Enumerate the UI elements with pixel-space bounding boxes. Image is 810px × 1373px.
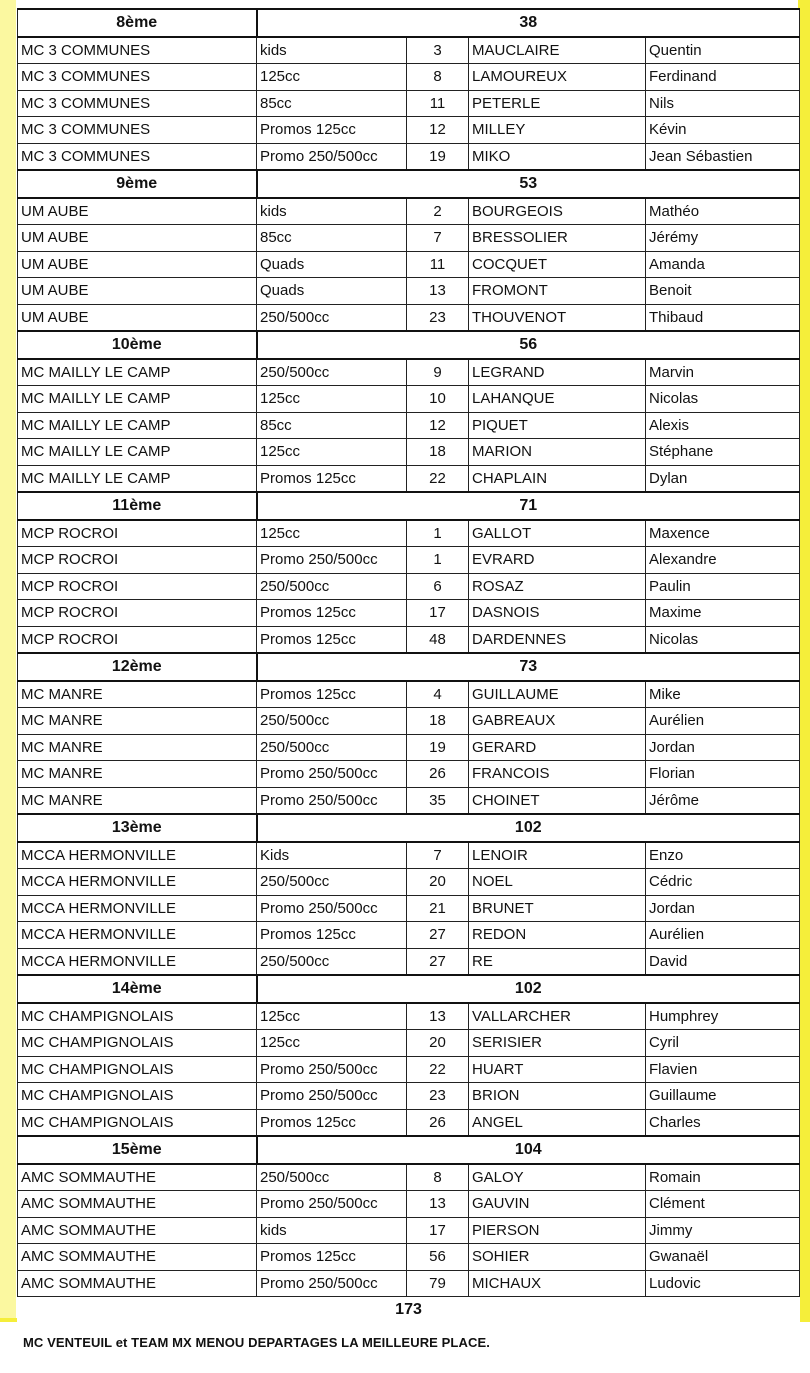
last-name-cell: FRANCOIS — [469, 761, 646, 788]
group-header-row — [18, 814, 800, 842]
table-row — [18, 547, 800, 574]
category-cell: Promos 125cc — [257, 626, 407, 653]
group-total-points: 73 — [257, 653, 800, 681]
last-name-cell: MICHAUX — [469, 1270, 646, 1297]
table-row — [18, 1030, 800, 1057]
last-name-cell: GUILLAUME — [469, 681, 646, 708]
number-cell: 19 — [407, 734, 469, 761]
category-cell: 125cc — [257, 1030, 407, 1057]
category-cell: Promos 125cc — [257, 922, 407, 949]
category-cell: Quads — [257, 278, 407, 305]
last-name-cell: BRESSOLIER — [469, 225, 646, 252]
category-cell: 250/500cc — [257, 948, 407, 975]
table-row — [18, 1217, 800, 1244]
category-cell: 85cc — [257, 225, 407, 252]
first-name-cell: Maxime — [646, 600, 800, 627]
table-row — [18, 278, 800, 305]
last-name-cell: MAUCLAIRE — [469, 37, 646, 64]
table-row — [18, 922, 800, 949]
last-name-cell: CHAPLAIN — [469, 465, 646, 492]
last-name-cell: MARION — [469, 439, 646, 466]
number-cell: 79 — [407, 1270, 469, 1297]
first-name-cell: Charles — [646, 1109, 800, 1136]
last-name-cell: GALOY — [469, 1164, 646, 1191]
club-cell: MC CHAMPIGNOLAIS — [18, 1003, 257, 1030]
number-cell: 22 — [407, 1056, 469, 1083]
category-cell: 125cc — [257, 1003, 407, 1030]
club-cell: MC MANRE — [18, 708, 257, 735]
club-cell: MC 3 COMMUNES — [18, 117, 257, 144]
category-cell: 250/500cc — [257, 734, 407, 761]
number-cell: 22 — [407, 465, 469, 492]
group-total-points: 56 — [257, 331, 800, 359]
number-cell: 1 — [407, 547, 469, 574]
table-row — [18, 465, 800, 492]
category-cell: 85cc — [257, 412, 407, 439]
club-cell: MC 3 COMMUNES — [18, 90, 257, 117]
group-header-row — [18, 9, 800, 37]
category-cell: 250/500cc — [257, 869, 407, 896]
table-row — [18, 787, 800, 814]
number-cell: 11 — [407, 251, 469, 278]
first-name-cell: Jérôme — [646, 787, 800, 814]
club-cell: MC MAILLY LE CAMP — [18, 439, 257, 466]
last-name-cell: VALLARCHER — [469, 1003, 646, 1030]
last-name-cell: CHOINET — [469, 787, 646, 814]
first-name-cell: Jimmy — [646, 1217, 800, 1244]
last-name-cell: GALLOT — [469, 520, 646, 547]
category-cell: Promos 125cc — [257, 465, 407, 492]
number-cell: 35 — [407, 787, 469, 814]
first-name-cell: Romain — [646, 1164, 800, 1191]
number-cell: 21 — [407, 895, 469, 922]
club-cell: MCP ROCROI — [18, 547, 257, 574]
club-cell: MCCA HERMONVILLE — [18, 948, 257, 975]
club-cell: MC MAILLY LE CAMP — [18, 359, 257, 386]
number-cell: 1 — [407, 520, 469, 547]
last-name-cell: BRUNET — [469, 895, 646, 922]
table-row — [18, 600, 800, 627]
category-cell: Promo 250/500cc — [257, 1191, 407, 1218]
category-cell: 125cc — [257, 64, 407, 91]
first-name-cell: Jordan — [646, 734, 800, 761]
table-row — [18, 90, 800, 117]
club-cell: MC MANRE — [18, 787, 257, 814]
number-cell: 17 — [407, 600, 469, 627]
last-name-cell: EVRARD — [469, 547, 646, 574]
first-name-cell: Nicolas — [646, 386, 800, 413]
first-name-cell: Nils — [646, 90, 800, 117]
last-name-cell: GERARD — [469, 734, 646, 761]
first-name-cell: Jean Sébastien — [646, 143, 800, 170]
table-row — [18, 117, 800, 144]
category-cell: 250/500cc — [257, 1164, 407, 1191]
last-name-cell: MIKO — [469, 143, 646, 170]
last-name-cell: COCQUET — [469, 251, 646, 278]
table-row — [18, 761, 800, 788]
club-cell: MCCA HERMONVILLE — [18, 869, 257, 896]
club-cell: MC MAILLY LE CAMP — [18, 386, 257, 413]
last-name-cell: BOURGEOIS — [469, 198, 646, 225]
last-name-cell: PIQUET — [469, 412, 646, 439]
first-name-cell: Ludovic — [646, 1270, 800, 1297]
table-row — [18, 198, 800, 225]
club-cell: MCCA HERMONVILLE — [18, 842, 257, 869]
group-total-points: 38 — [257, 9, 800, 37]
table-row — [18, 1244, 800, 1271]
category-cell: Promo 250/500cc — [257, 143, 407, 170]
first-name-cell: Cyril — [646, 1030, 800, 1057]
first-name-cell: Gwanaël — [646, 1244, 800, 1271]
table-row — [18, 1003, 800, 1030]
number-cell: 48 — [407, 626, 469, 653]
number-cell: 23 — [407, 1083, 469, 1110]
group-rank: 8ème — [18, 9, 257, 37]
footer-note: MC VENTEUIL et TEAM MX MENOU DEPARTAGES LA MEILLEURE PLACE. — [23, 1335, 490, 1350]
category-cell: kids — [257, 37, 407, 64]
last-name-cell: REDON — [469, 922, 646, 949]
table-row — [18, 948, 800, 975]
last-name-cell: LAHANQUE — [469, 386, 646, 413]
number-cell: 18 — [407, 439, 469, 466]
table-row — [18, 520, 800, 547]
category-cell: Promo 250/500cc — [257, 1056, 407, 1083]
club-cell: MCCA HERMONVILLE — [18, 895, 257, 922]
category-cell: 250/500cc — [257, 359, 407, 386]
number-cell: 4 — [407, 681, 469, 708]
group-header-row — [18, 492, 800, 520]
last-name-cell: ANGEL — [469, 1109, 646, 1136]
first-name-cell: Stéphane — [646, 439, 800, 466]
table-row — [18, 1164, 800, 1191]
table-row — [18, 304, 800, 331]
first-name-cell: Kévin — [646, 117, 800, 144]
table-row — [18, 64, 800, 91]
first-name-cell: Guillaume — [646, 1083, 800, 1110]
number-cell: 13 — [407, 278, 469, 305]
number-cell: 26 — [407, 1109, 469, 1136]
club-cell: UM AUBE — [18, 304, 257, 331]
table-row — [18, 626, 800, 653]
category-cell: 125cc — [257, 439, 407, 466]
first-name-cell: Marvin — [646, 359, 800, 386]
group-rank: 14ème — [18, 975, 257, 1003]
club-cell: MCP ROCROI — [18, 600, 257, 627]
first-name-cell: Thibaud — [646, 304, 800, 331]
last-name-cell: PETERLE — [469, 90, 646, 117]
number-cell: 7 — [407, 842, 469, 869]
table-row — [18, 895, 800, 922]
table-row — [18, 1109, 800, 1136]
club-cell: MCP ROCROI — [18, 626, 257, 653]
table-row — [18, 573, 800, 600]
first-name-cell: David — [646, 948, 800, 975]
number-cell: 10 — [407, 386, 469, 413]
category-cell: 250/500cc — [257, 304, 407, 331]
group-total-points: 53 — [257, 170, 800, 198]
category-cell: Kids — [257, 842, 407, 869]
club-cell: AMC SOMMAUTHE — [18, 1244, 257, 1271]
number-cell: 26 — [407, 761, 469, 788]
group-total-points: 104 — [257, 1136, 800, 1164]
first-name-cell: Flavien — [646, 1056, 800, 1083]
group-rank: 12ème — [18, 653, 257, 681]
table-row — [18, 439, 800, 466]
first-name-cell: Jérémy — [646, 225, 800, 252]
category-cell: Promo 250/500cc — [257, 547, 407, 574]
last-name-cell: NOEL — [469, 869, 646, 896]
first-name-cell: Clément — [646, 1191, 800, 1218]
first-name-cell: Humphrey — [646, 1003, 800, 1030]
last-name-cell: SERISIER — [469, 1030, 646, 1057]
category-cell: Promos 125cc — [257, 600, 407, 627]
number-cell: 3 — [407, 37, 469, 64]
results-body — [18, 9, 800, 1323]
club-cell: MC CHAMPIGNOLAIS — [18, 1109, 257, 1136]
last-name-cell: LEGRAND — [469, 359, 646, 386]
number-cell: 27 — [407, 948, 469, 975]
club-cell: MC CHAMPIGNOLAIS — [18, 1083, 257, 1110]
number-cell: 8 — [407, 1164, 469, 1191]
number-cell: 7 — [407, 225, 469, 252]
last-name-cell: FROMONT — [469, 278, 646, 305]
table-row — [18, 734, 800, 761]
last-name-cell: SOHIER — [469, 1244, 646, 1271]
category-cell: 125cc — [257, 386, 407, 413]
number-cell: 18 — [407, 708, 469, 735]
club-cell: AMC SOMMAUTHE — [18, 1191, 257, 1218]
number-cell: 56 — [407, 1244, 469, 1271]
group-rank: 11ème — [18, 492, 257, 520]
table-row — [18, 225, 800, 252]
club-cell: MCP ROCROI — [18, 573, 257, 600]
club-cell: MC MANRE — [18, 761, 257, 788]
club-cell: AMC SOMMAUTHE — [18, 1217, 257, 1244]
last-name-cell: DASNOIS — [469, 600, 646, 627]
first-name-cell: Cédric — [646, 869, 800, 896]
number-cell: 9 — [407, 359, 469, 386]
category-cell: 85cc — [257, 90, 407, 117]
category-cell: kids — [257, 1217, 407, 1244]
club-cell: MC MANRE — [18, 681, 257, 708]
table-row — [18, 251, 800, 278]
number-cell: 19 — [407, 143, 469, 170]
club-cell: UM AUBE — [18, 278, 257, 305]
last-name-cell: RE — [469, 948, 646, 975]
number-cell: 8 — [407, 64, 469, 91]
first-name-cell: Benoit — [646, 278, 800, 305]
last-name-cell: MILLEY — [469, 117, 646, 144]
table-row — [18, 412, 800, 439]
club-cell: AMC SOMMAUTHE — [18, 1270, 257, 1297]
club-cell: MC 3 COMMUNES — [18, 143, 257, 170]
club-cell: MC MAILLY LE CAMP — [18, 465, 257, 492]
number-cell: 20 — [407, 869, 469, 896]
table-row — [18, 37, 800, 64]
first-name-cell: Mathéo — [646, 198, 800, 225]
club-cell: MCP ROCROI — [18, 520, 257, 547]
last-name-cell: THOUVENOT — [469, 304, 646, 331]
table-row — [18, 842, 800, 869]
number-cell: 2 — [407, 198, 469, 225]
category-cell: Promo 250/500cc — [257, 1270, 407, 1297]
last-name-cell: GAUVIN — [469, 1191, 646, 1218]
first-name-cell: Aurélien — [646, 922, 800, 949]
first-name-cell: Amanda — [646, 251, 800, 278]
last-name-cell: LENOIR — [469, 842, 646, 869]
group-rank: 9ème — [18, 170, 257, 198]
last-name-cell: GABREAUX — [469, 708, 646, 735]
club-cell: UM AUBE — [18, 225, 257, 252]
group-total-points: 102 — [257, 814, 800, 842]
table-row — [18, 1056, 800, 1083]
first-name-cell: Aurélien — [646, 708, 800, 735]
club-cell: MC 3 COMMUNES — [18, 37, 257, 64]
club-cell: UM AUBE — [18, 198, 257, 225]
first-name-cell: Maxence — [646, 520, 800, 547]
club-cell: MC 3 COMMUNES — [18, 64, 257, 91]
group-rank: 10ème — [18, 331, 257, 359]
group-header-row — [18, 170, 800, 198]
number-cell: 27 — [407, 922, 469, 949]
table-row — [18, 681, 800, 708]
group-header-row — [18, 331, 800, 359]
category-cell: Promo 250/500cc — [257, 787, 407, 814]
last-name-cell: ROSAZ — [469, 573, 646, 600]
table-row — [18, 1191, 800, 1218]
group-header-row — [18, 1136, 800, 1164]
number-cell: 6 — [407, 573, 469, 600]
category-cell: Promos 125cc — [257, 1244, 407, 1271]
club-cell: MC CHAMPIGNOLAIS — [18, 1030, 257, 1057]
number-cell: 23 — [407, 304, 469, 331]
number-cell: 12 — [407, 117, 469, 144]
first-name-cell: Nicolas — [646, 626, 800, 653]
category-cell: Promo 250/500cc — [257, 1083, 407, 1110]
table-row — [18, 1270, 800, 1297]
results-table — [17, 8, 800, 1323]
table-row — [18, 359, 800, 386]
category-cell: Promo 250/500cc — [257, 761, 407, 788]
group-header-row — [18, 975, 800, 1003]
category-cell: Promos 125cc — [257, 1109, 407, 1136]
club-cell: MC CHAMPIGNOLAIS — [18, 1056, 257, 1083]
category-cell: kids — [257, 198, 407, 225]
category-cell: Promos 125cc — [257, 117, 407, 144]
group-rank: 15ème — [18, 1136, 257, 1164]
club-cell: MC MANRE — [18, 734, 257, 761]
first-name-cell: Paulin — [646, 573, 800, 600]
table-row — [18, 143, 800, 170]
first-name-cell: Jordan — [646, 895, 800, 922]
club-cell: AMC SOMMAUTHE — [18, 1164, 257, 1191]
group-total-points: 71 — [257, 492, 800, 520]
category-cell: 250/500cc — [257, 708, 407, 735]
table-row — [18, 869, 800, 896]
first-name-cell: Alexandre — [646, 547, 800, 574]
category-cell: 125cc — [257, 520, 407, 547]
club-cell: MC MAILLY LE CAMP — [18, 412, 257, 439]
first-name-cell: Dylan — [646, 465, 800, 492]
number-cell: 17 — [407, 1217, 469, 1244]
last-name-cell: PIERSON — [469, 1217, 646, 1244]
final-total-row — [18, 1297, 800, 1324]
number-cell: 11 — [407, 90, 469, 117]
group-rank: 13ème — [18, 814, 257, 842]
number-cell: 12 — [407, 412, 469, 439]
last-name-cell: BRION — [469, 1083, 646, 1110]
category-cell: Promos 125cc — [257, 681, 407, 708]
number-cell: 13 — [407, 1191, 469, 1218]
category-cell: Quads — [257, 251, 407, 278]
first-name-cell: Quentin — [646, 37, 800, 64]
first-name-cell: Florian — [646, 761, 800, 788]
table-row — [18, 386, 800, 413]
first-name-cell: Enzo — [646, 842, 800, 869]
number-cell: 13 — [407, 1003, 469, 1030]
first-name-cell: Mike — [646, 681, 800, 708]
club-cell: UM AUBE — [18, 251, 257, 278]
table-row — [18, 1083, 800, 1110]
group-total-points: 102 — [257, 975, 800, 1003]
last-name-cell: HUART — [469, 1056, 646, 1083]
last-name-cell: LAMOUREUX — [469, 64, 646, 91]
last-name-cell: DARDENNES — [469, 626, 646, 653]
club-cell: MCCA HERMONVILLE — [18, 922, 257, 949]
table-row — [18, 708, 800, 735]
first-name-cell: Ferdinand — [646, 64, 800, 91]
final-total-points: 173 — [395, 1301, 422, 1318]
category-cell: Promo 250/500cc — [257, 895, 407, 922]
category-cell: 250/500cc — [257, 573, 407, 600]
page-border-left — [0, 0, 16, 1320]
number-cell: 20 — [407, 1030, 469, 1057]
group-header-row — [18, 653, 800, 681]
first-name-cell: Alexis — [646, 412, 800, 439]
